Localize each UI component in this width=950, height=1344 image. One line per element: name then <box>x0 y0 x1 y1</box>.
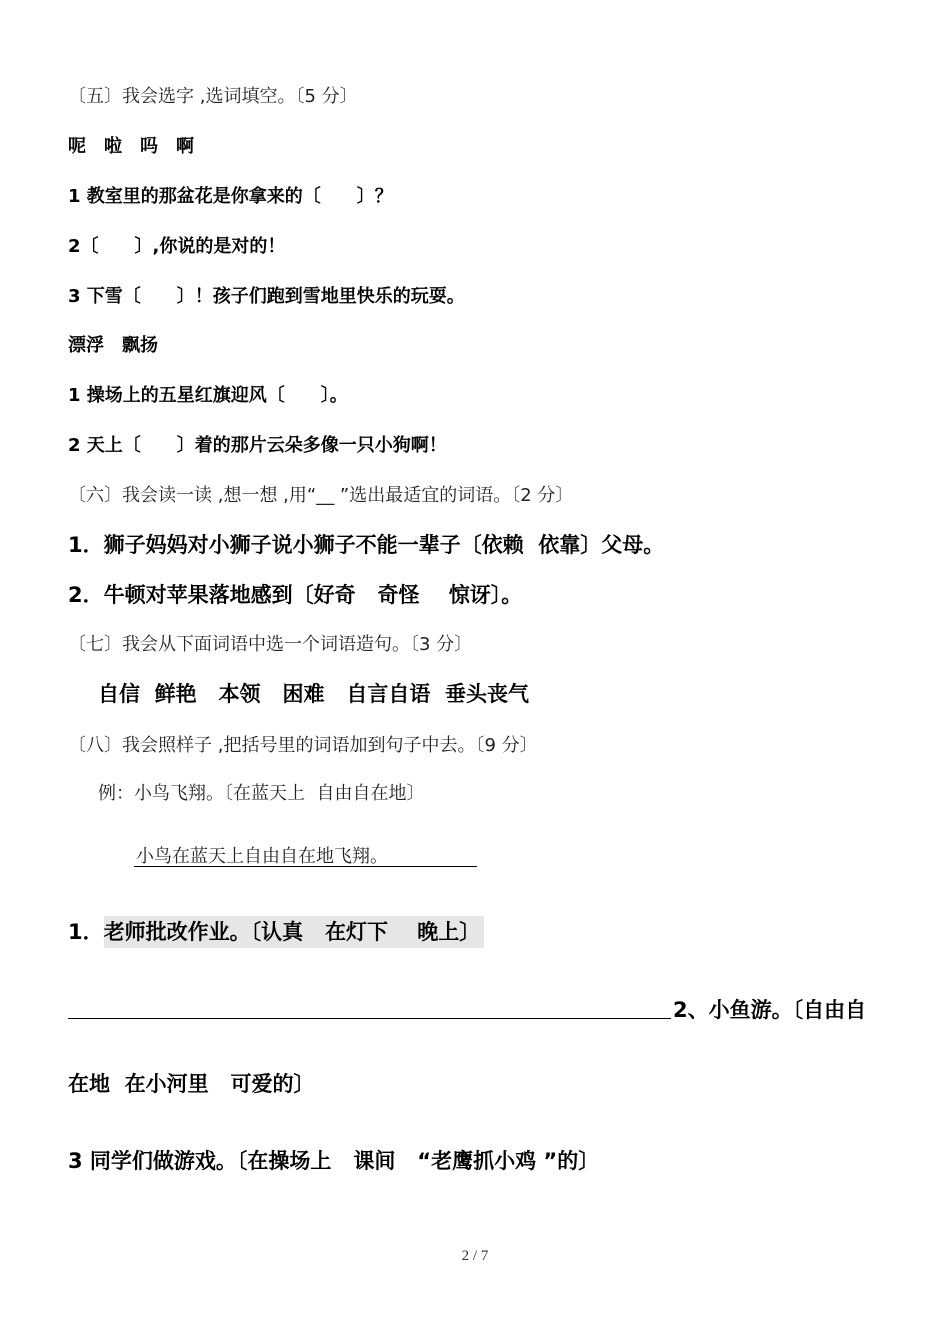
choice-question-1: 1．狮子妈妈对小狮子说小狮子不能一辈子〔依赖 依靠〕父母。 <box>68 533 665 557</box>
fill-blank-item-2: 2〔 〕,你说的是对的！ <box>68 236 286 257</box>
word-choices-particles: 呢 啦 吗 啊 <box>68 136 194 157</box>
section-6-heading: 〔六〕我会读一读 ,想一想 ,用“__ ”选出最适宜的词语。〔2 分〕 <box>68 485 574 506</box>
word-choices-verbs: 漂浮 飘扬 <box>68 335 158 356</box>
fill-blank-item-1: 1 教室里的那盆花是你拿来的〔 〕？ <box>68 186 393 207</box>
example-answer-underline <box>134 866 477 867</box>
section-7-heading: 〔七〕我会从下面词语中选一个词语造句。〔3 分〕 <box>68 634 473 655</box>
section-8-heading: 〔八〕我会照样子 ,把括号里的词语加到句子中去。〔9 分〕 <box>68 735 538 756</box>
question-1-text: 老师批改作业。〔认真 在灯下 晚上〕 <box>104 916 485 948</box>
rewrite-question-2-part1: 2、小鱼游。〔自由自 <box>673 998 867 1022</box>
rewrite-question-2-part2: 在地 在小河里 可爱的〕 <box>68 1072 315 1096</box>
rewrite-question-3: 3 同学们做游戏。〔在操场上 课间 “老鹰抓小鸡 ”的〕 <box>68 1149 600 1173</box>
sentence-word-list: 自信 鲜艳 本领 困难 自言自语 垂头丧气 <box>98 682 530 706</box>
choice-question-2: 2．牛顿对苹果落地感到〔好奇 奇怪 惊讶〕。 <box>68 583 523 607</box>
question-1-number: 1． <box>68 920 104 944</box>
answer-line-1[interactable] <box>68 1018 671 1019</box>
example-answer: 小鸟在蓝天上自由自在地飞翔。 <box>136 846 388 867</box>
rewrite-question-1 <box>68 922 484 943</box>
section-5-heading: 〔五〕我会选字 ,选词填空。〔5 分〕 <box>68 86 358 107</box>
page-number: 2 / 7 <box>461 1248 489 1264</box>
fill-blank-item-4: 1 操场上的五星红旗迎风〔 〕。 <box>68 385 348 406</box>
fill-blank-item-5: 2 天上〔 〕着的那片云朵多像一只小狗啊！ <box>68 435 447 456</box>
example-sentence: 例：小鸟飞翔。〔在蓝天上 自由自在地〕 <box>98 783 425 804</box>
fill-blank-item-3: 3 下雪〔 〕！孩子们跑到雪地里快乐的玩耍。 <box>68 286 465 307</box>
